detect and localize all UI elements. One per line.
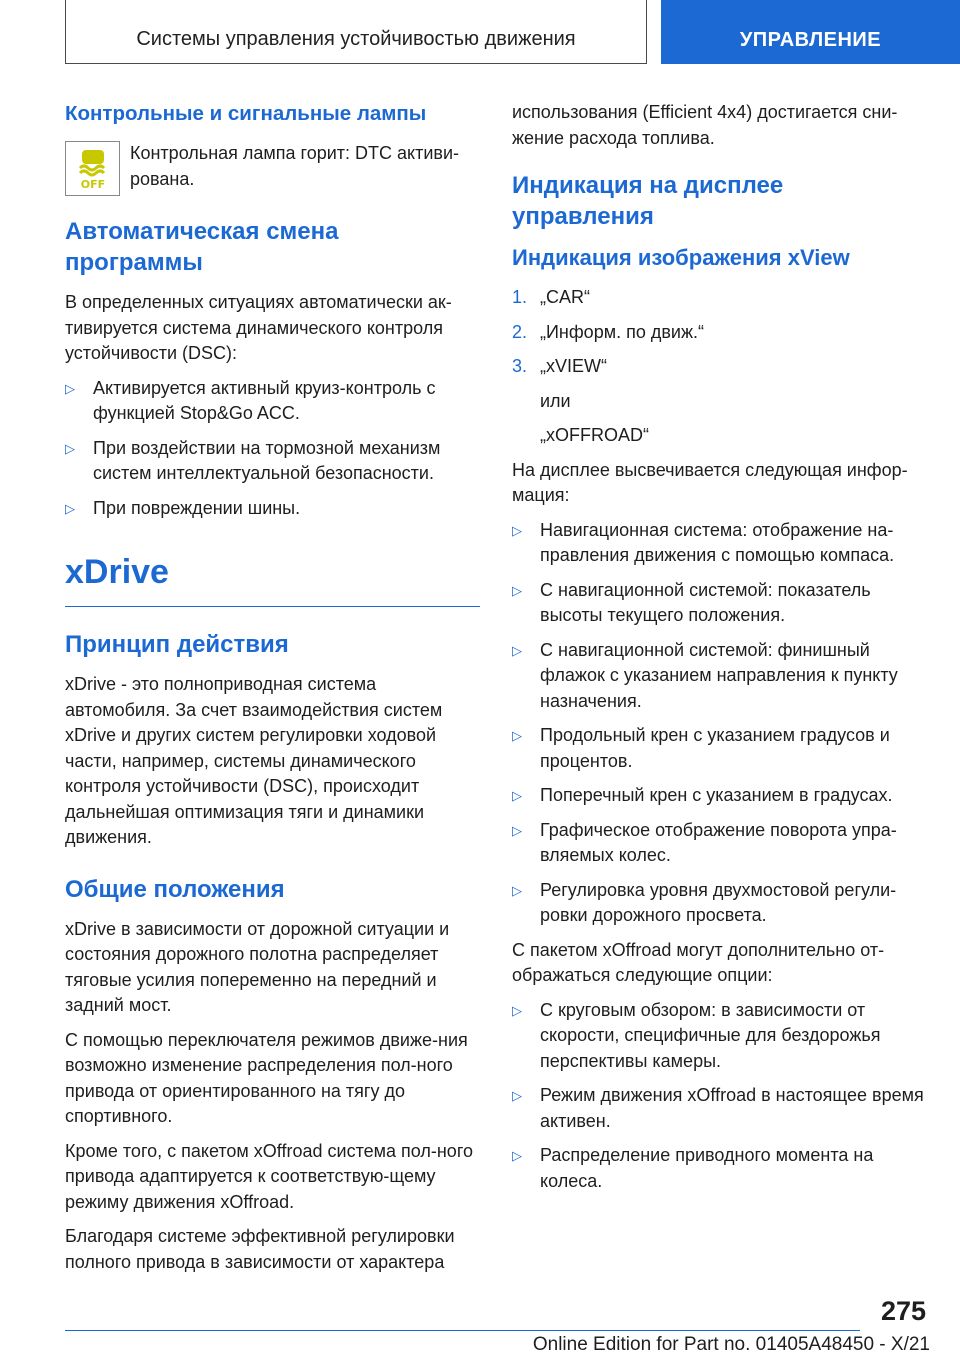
lamps-heading: Контрольные и сигнальные лампы (65, 102, 427, 125)
list-item: ▷ Регулировка уровня двухмостовой регули-ровки дорожного просвета. (512, 879, 897, 925)
general-para: С помощью переключателя режимов движе-ния возможно изменение распределения пол-ного привода от ориентированного на тягу до спортивного. (65, 1029, 468, 1126)
info-list (512, 518, 926, 929)
auto-heading: Автоматическая смена программы (65, 218, 339, 276)
step-item: 1. „CAR“ (512, 287, 590, 307)
list-item: ▷ С навигационной системой: финишный флажок с указанием направления к пункту назначения. (512, 639, 898, 711)
triangle-bullet-icon: ▷ (512, 1002, 522, 1018)
auto-para: В определенных ситуациях автоматически ак-тивируется система динамического контроля устойчивости (DSC): (65, 292, 452, 363)
xoffroad-list (512, 998, 926, 1195)
display-heading: Индикация на дисплее управления (512, 172, 784, 230)
info-para: На дисплее высвечивается следующая инфор-мация: (512, 459, 908, 505)
auto-list (65, 376, 480, 522)
list-item: ▷ Поперечный крен с указанием в градусах. (512, 783, 926, 809)
triangle-bullet-icon: ▷ (512, 788, 522, 803)
lamp-row (65, 141, 480, 196)
lamp-text: Контрольная лампа горит: DTC активи-рована. (130, 143, 460, 189)
triangle-bullet-icon: ▷ (65, 380, 75, 396)
triangle-bullet-icon: ▷ (512, 522, 522, 538)
principle-heading: Принцип действия (65, 631, 289, 658)
header-tab-label: УПРАВЛЕНИЕ (661, 0, 960, 64)
triangle-bullet-icon: ▷ (512, 582, 522, 598)
alt-step: „xOFFROAD“ (540, 425, 649, 445)
triangle-bullet-icon: ▷ (512, 728, 522, 743)
list-item: ▷ Активируется активный круиз-контроль с функцией Stop&Go ACC. (65, 377, 436, 423)
svg-text:OFF: OFF (80, 177, 105, 190)
triangle-bullet-icon: ▷ (512, 1088, 522, 1103)
triangle-bullet-icon: ▷ (512, 882, 522, 898)
steps-list (512, 285, 926, 380)
right-column (512, 100, 926, 1203)
left-column (65, 100, 480, 1284)
general-heading: Общие положения (65, 875, 285, 903)
step-item: 2. „Информ. по движ.“ (512, 321, 704, 342)
xview-heading: Индикация изображения xView (512, 245, 850, 270)
triangle-bullet-icon: ▷ (512, 822, 522, 838)
header-section-title: Системы управления устойчивостью движения (65, 0, 647, 64)
continued-para: использования (Efficient 4x4) достигается сни-жение расхода топлива. (512, 102, 898, 148)
xoffroad-para: С пакетом xOffroad могут дополнительно от-ображаться следующие опции: (512, 939, 885, 985)
page-number: 275 (880, 1296, 926, 1326)
edition-text: Online Edition for Part no. 01405A48450 - X/21 (532, 1334, 930, 1355)
triangle-bullet-icon: ▷ (512, 642, 522, 658)
general-para: Кроме того, с пакетом xOffroad система пол-ного привода адаптируется к соответствую-щему режиму движения xOffroad. (65, 1140, 473, 1212)
list-item: ▷ Режим движения xOffroad в настоящее время активен. (512, 1085, 924, 1131)
list-item: ▷ При повреждении шины. (65, 496, 480, 522)
footer-divider (65, 1330, 860, 1331)
list-item: ▷ Навигационная система: отображение на-правления движения с помощью компаса. (512, 519, 895, 565)
triangle-bullet-icon: ▷ (65, 440, 75, 456)
triangle-bullet-icon: ▷ (512, 1148, 522, 1163)
general-para: Благодаря системе эффективной регулировки полного привода в зависимости от характера (65, 1226, 455, 1272)
list-item: ▷ Продольный крен с указанием градусов и процентов. (512, 725, 890, 771)
xdrive-heading: xDrive (65, 552, 480, 607)
triangle-bullet-icon: ▷ (65, 500, 75, 516)
dtc-off-warning-icon (65, 141, 120, 196)
list-item: ▷ С навигационной системой: показатель высоты текущего положения. (512, 579, 871, 625)
list-item: ▷ При воздействии на тормозной механизм систем интеллектуальной безопасности. (65, 437, 441, 483)
general-para: xDrive в зависимости от дорожной ситуации и состояния дорожного полотна распределяет тяговые усилия попеременно на передний и задний мост. (65, 918, 450, 1015)
or-text: или (540, 390, 571, 411)
list-item: ▷ Распределение приводного момента на колеса. (512, 1145, 874, 1191)
step-item: 3. „xVIEW“ (512, 356, 607, 376)
list-item: ▷ С круговым обзором: в зависимости от скорости, специфичные для бездорожья перспективы камеры. (512, 999, 881, 1071)
principle-para: xDrive - это полноприводная система автомобиля. За счет взаимодействия систем xDrive и других систем регулировки ходовой части, например, системы динамического контроля устойчивости (DSC), происходит дальнейшая оптимизация тяги и динамики движения. (65, 674, 443, 847)
list-item: ▷ Графическое отображение поворота упра-вляемых колес. (512, 819, 897, 865)
